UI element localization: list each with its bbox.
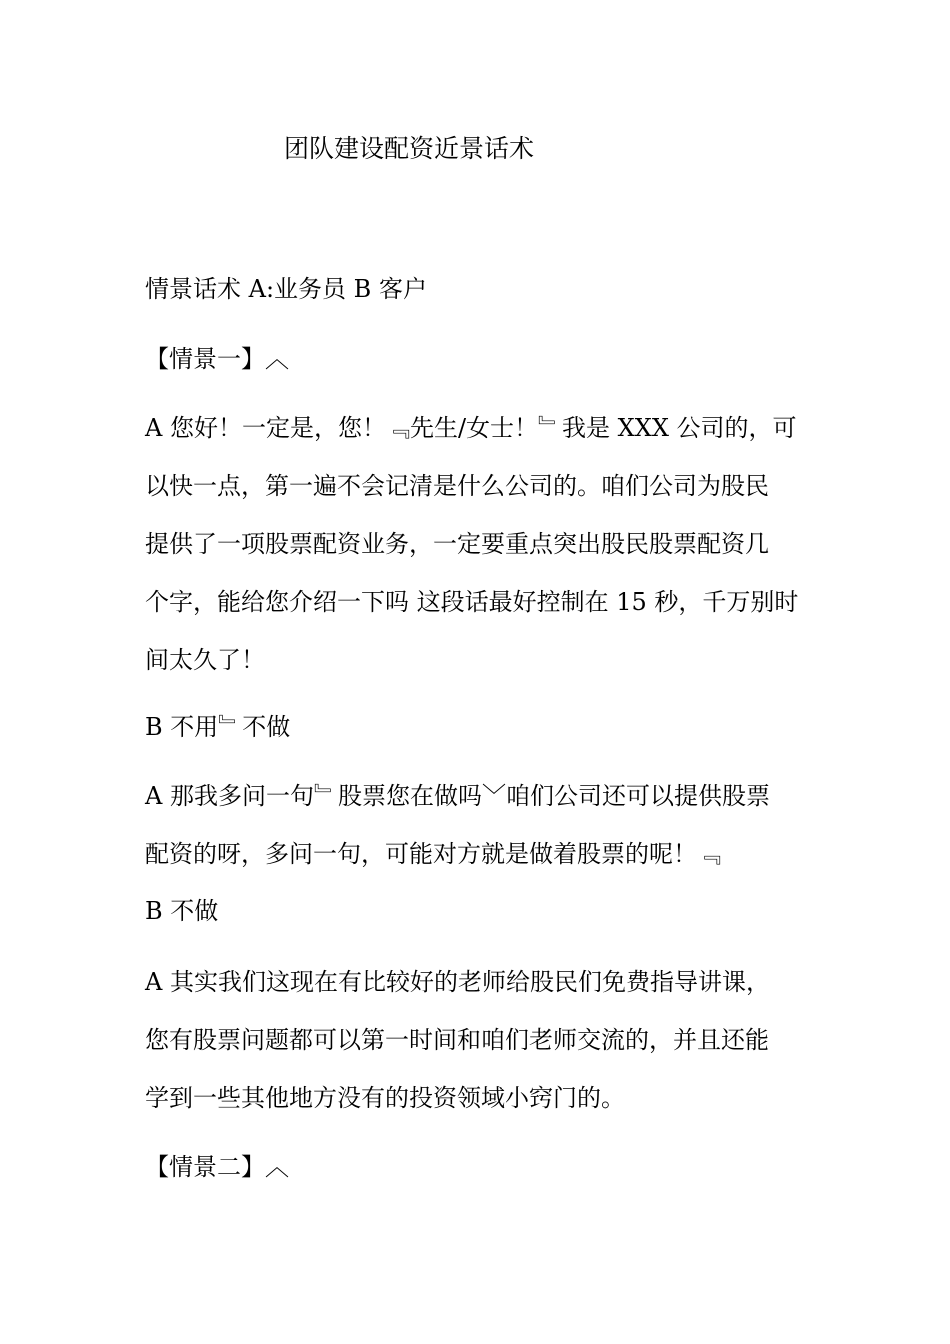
paragraph-one-line-5: 间太久了！ [145,646,265,674]
paragraph-one-line-3: 提供了一项股票配资业务，一定要重点突出股民股票配资几 [145,530,769,558]
paragraph-two-line-1: A 那我多问一句﹄股票您在做吗﹀咱们公司还可以提供股票 [145,782,770,810]
paragraph-two-line-2: 配资的呀，多问一句，可能对方就是做着股票的呢！﹃ [145,840,721,868]
paragraph-three-line-3: 学到一些其他地方没有的投资领域小窍门的。 [145,1084,625,1112]
intro-line: 情景话术 A:业务员 B 客户 [145,275,427,303]
b-reply-one: B 不用﹄不做 [145,713,291,741]
document-title: 团队建设配资近景话术 [284,134,535,163]
paragraph-one-line-4: 个字，能给您介绍一下吗 这段话最好控制在 15 秒，千万别时 [145,588,799,616]
scene-one-heading: 【情景一】︿ [145,345,289,373]
b-reply-two: B 不做 [145,897,219,925]
scene-two-heading: 【情景二】︿ [145,1153,289,1181]
paragraph-one-line-1: A 您好！一定是，您！﹃先生/女士！﹄我是 XXX 公司的，可 [145,414,797,442]
paragraph-three-line-2: 您有股票问题都可以第一时间和咱们老师交流的，并且还能 [145,1026,769,1054]
paragraph-one-line-2: 以快一点，第一遍不会记清是什么公司的。咱们公司为股民 [145,472,769,500]
paragraph-three-line-1: A 其实我们这现在有比较好的老师给股民们免费指导讲课， [145,968,770,996]
